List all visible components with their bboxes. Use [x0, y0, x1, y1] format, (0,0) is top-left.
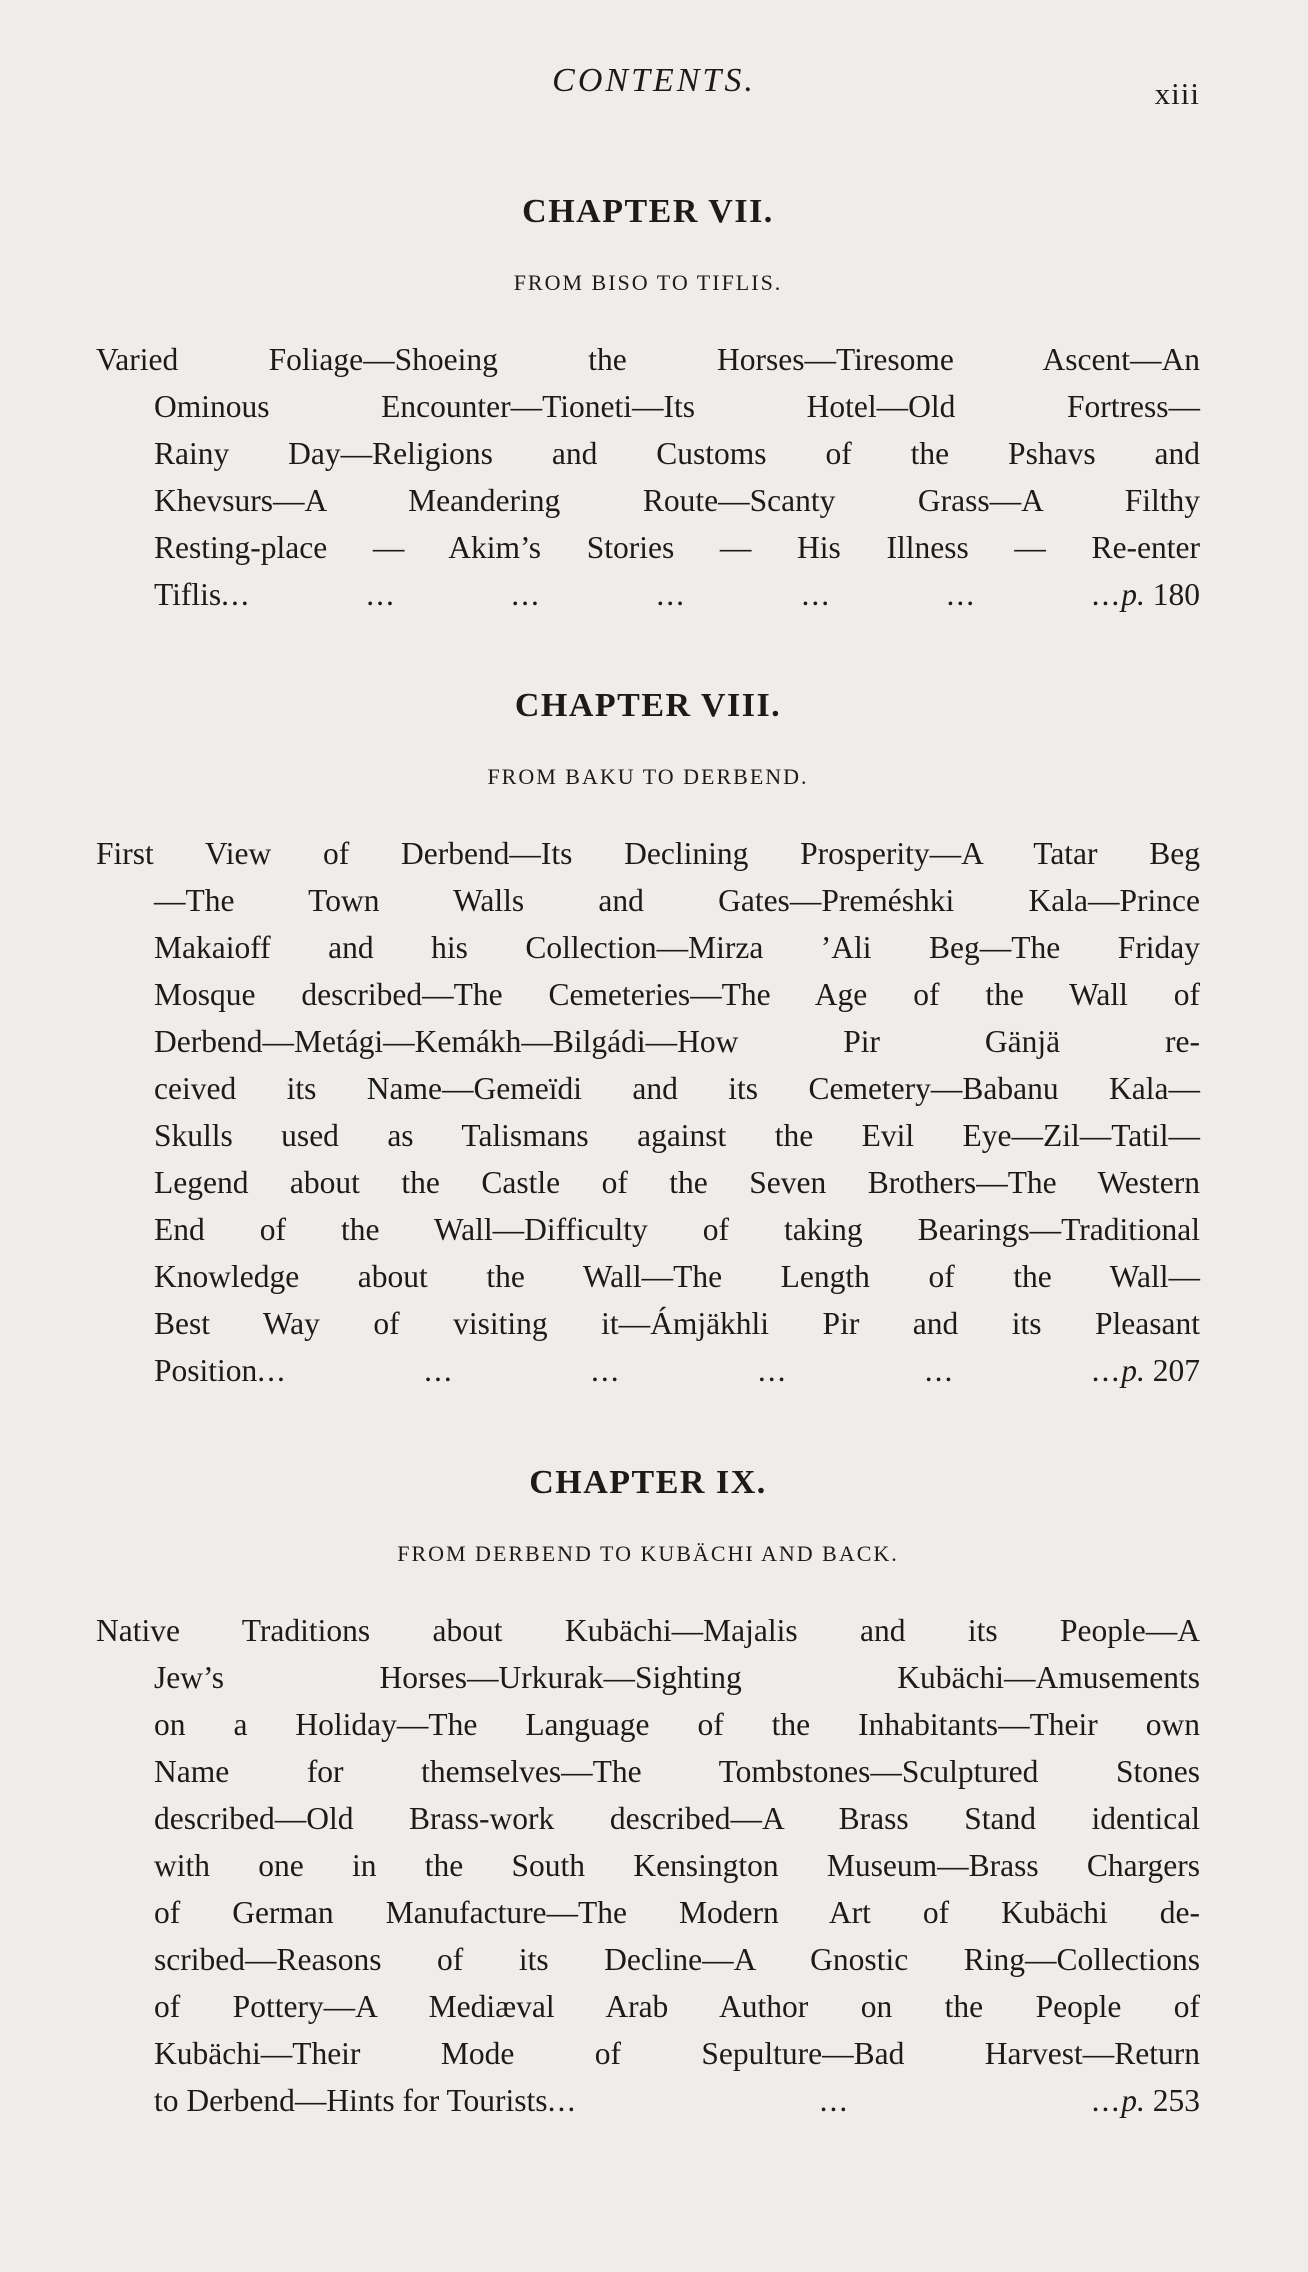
summary-line: on a Holiday—The Language of the Inhabitants—Their own — [154, 1707, 1200, 1742]
summary-line: described—Old Brass-work described—A Brass Stand identical — [154, 1801, 1200, 1836]
page-reference-number: 180 — [1152, 577, 1200, 612]
summary-line-end: to Derbend—Hints for Tourists — [154, 2083, 548, 2118]
summary-line: Legend about the Castle of the Seven Brothers—The Western — [154, 1165, 1200, 1200]
dot-leader: ... ... ... — [547, 2083, 1122, 2118]
summary-line: ceived its Name—Gemeïdi and its Cemetery—Babanu Kala— — [154, 1071, 1200, 1106]
summary-line: First View of Derbend—Its Declining Prosperity—A Tatar Beg — [96, 836, 1200, 871]
summary-line: —The Town Walls and Gates—Preméshki Kala—Prince — [154, 883, 1200, 918]
chapter-section — [96, 686, 1200, 1394]
chapter-summary — [96, 830, 1200, 1394]
page-prefix: p. — [1121, 1353, 1145, 1388]
page-reference-number: 253 — [1152, 2083, 1200, 2118]
summary-last-line — [96, 2077, 1200, 2124]
summary-line: Native Traditions about Kubächi—Majalis and its People—A — [96, 1613, 1200, 1648]
summary-line: of Pottery—A Mediæval Arab Author on the People of — [154, 1989, 1200, 2024]
summary-line-end: Position — [154, 1353, 258, 1388]
summary-line: scribed—Reasons of its Decline—A Gnostic Ring—Collections — [154, 1942, 1200, 1977]
chapter-summary — [96, 1607, 1200, 2124]
summary-line: Khevsurs—A Meandering Route—Scanty Grass—A Filthy — [154, 483, 1200, 518]
chapter-title: CHAPTER VIII. — [514, 687, 782, 724]
summary-line: Kubächi—Their Mode of Sepulture—Bad Harvest—Return — [154, 2036, 1200, 2071]
summary-line: Name for themselves—The Tombstones—Sculptured Stones — [154, 1754, 1200, 1789]
chapter-title: CHAPTER IX. — [529, 1464, 767, 1501]
summary-line: Resting-place — Akim’s Stories — His Illness — Re-enter — [154, 530, 1200, 565]
chapter-title: CHAPTER VII. — [522, 193, 774, 230]
running-head — [0, 62, 1308, 112]
summary-line: Makaioff and his Collection—Mirza ’Ali Beg—The Friday — [154, 930, 1200, 965]
summary-line: Best Way of visiting it—Ámjäkhli Pir and its Pleasant — [154, 1306, 1200, 1341]
chapter-section — [96, 1463, 1200, 2124]
chapter-section — [96, 192, 1200, 618]
page-reference — [1121, 571, 1200, 618]
summary-line: with one in the South Kensington Museum—Brass Chargers — [154, 1848, 1200, 1883]
chapter-subtitle: FROM BISO TO TIFLIS. — [513, 270, 783, 295]
summary-line: Knowledge about the Wall—The Length of the Wall— — [154, 1259, 1200, 1294]
page-reference — [1121, 2077, 1200, 2124]
summary-last-line — [96, 571, 1200, 618]
summary-line: Skulls used as Talismans against the Evil Eye—Zil—Tatil— — [154, 1118, 1200, 1153]
dot-leader: ... ... ... ... ... ... ... — [221, 577, 1122, 612]
summary-line: Derbend—Metági—Kemákh—Bilgádi—How Pir Gänjä re- — [154, 1024, 1200, 1059]
chapter-summary — [96, 336, 1200, 618]
dot-leader: ... ... ... ... ... ... — [257, 1353, 1122, 1388]
summary-line: Mosque described—The Cemeteries—The Age of the Wall of — [154, 977, 1200, 1012]
page-number: xiii — [1154, 76, 1200, 111]
page-reference — [1121, 1347, 1200, 1394]
summary-last-line — [96, 1347, 1200, 1394]
page-prefix: p. — [1121, 2083, 1145, 2118]
summary-line: of German Manufacture—The Modern Art of Kubächi de- — [154, 1895, 1200, 1930]
summary-line: Ominous Encounter—Tioneti—Its Hotel—Old Fortress— — [154, 389, 1200, 424]
running-title: CONTENTS. — [552, 62, 756, 99]
summary-line: Jew’s Horses—Urkurak—Sighting Kubächi—Amusements — [154, 1660, 1200, 1695]
chapter-subtitle: FROM BAKU TO DERBEND. — [487, 764, 809, 789]
summary-line: Rainy Day—Religions and Customs of the Pshavs and — [154, 436, 1200, 471]
summary-line: End of the Wall—Difficulty of taking Bearings—Traditional — [154, 1212, 1200, 1247]
page-prefix: p. — [1121, 577, 1145, 612]
summary-line-end: Tiflis — [154, 577, 222, 612]
summary-line: Varied Foliage—Shoeing the Horses—Tiresome Ascent—An — [96, 342, 1200, 377]
chapter-subtitle: FROM DERBEND TO KUBÄCHI AND BACK. — [397, 1541, 899, 1566]
page-reference-number: 207 — [1152, 1353, 1200, 1388]
